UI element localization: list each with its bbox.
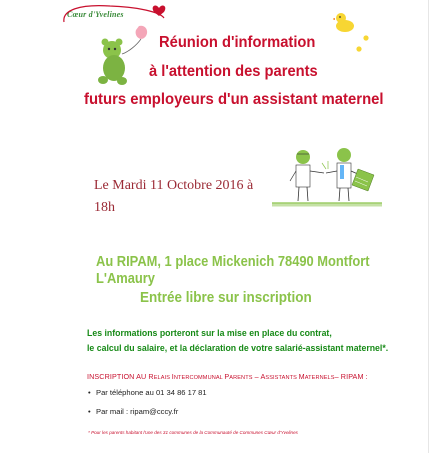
title-line-3: futurs employeurs d'un assistant maternel — [84, 91, 384, 108]
event-address: Au RIPAM, 1 place Mickenich 78490 Montfort L'Amaury — [96, 253, 370, 287]
logo-text: Cœur d'Yvelines — [67, 10, 124, 19]
bullet-icon: • — [88, 388, 91, 397]
info-line-2: le calcul du salaire, et la déclaration de votre salarié-assistant maternel*. — [87, 343, 389, 354]
teddy-bear-balloon-icon — [92, 24, 152, 86]
inscription-mail: • Par mail : ripam@cccy.fr — [88, 407, 179, 416]
title-line-2: à l'attention des parents — [149, 63, 318, 80]
info-line-1: Les informations porteront sur la mise en place du contrat, — [87, 328, 332, 339]
event-date: Le Mardi 11 Octobre 2016 à 18h — [94, 178, 254, 215]
meeting-illustration — [270, 145, 390, 210]
duck-icon — [333, 11, 357, 33]
info-paragraph — [87, 326, 388, 356]
title-line-1: Réunion d'information — [159, 34, 316, 51]
inscription-heading: INSCRIPTION AU RELAIS INTERCOMMUNAL PARENTS – ASSISTANTS MATERNELS– RIPAM : — [87, 372, 368, 381]
inscription-phone: • Par téléphone au 01 34 86 17 81 — [88, 388, 207, 397]
bullet-icon: • — [88, 407, 91, 416]
footnote: * Pour les parents habitant l'une des 31 communes de la Communauté de Communes Cœur d'Yvelines — [88, 430, 298, 435]
yellow-drops-icon — [354, 33, 372, 57]
entry-conditions: Entrée libre sur inscription — [140, 289, 312, 306]
